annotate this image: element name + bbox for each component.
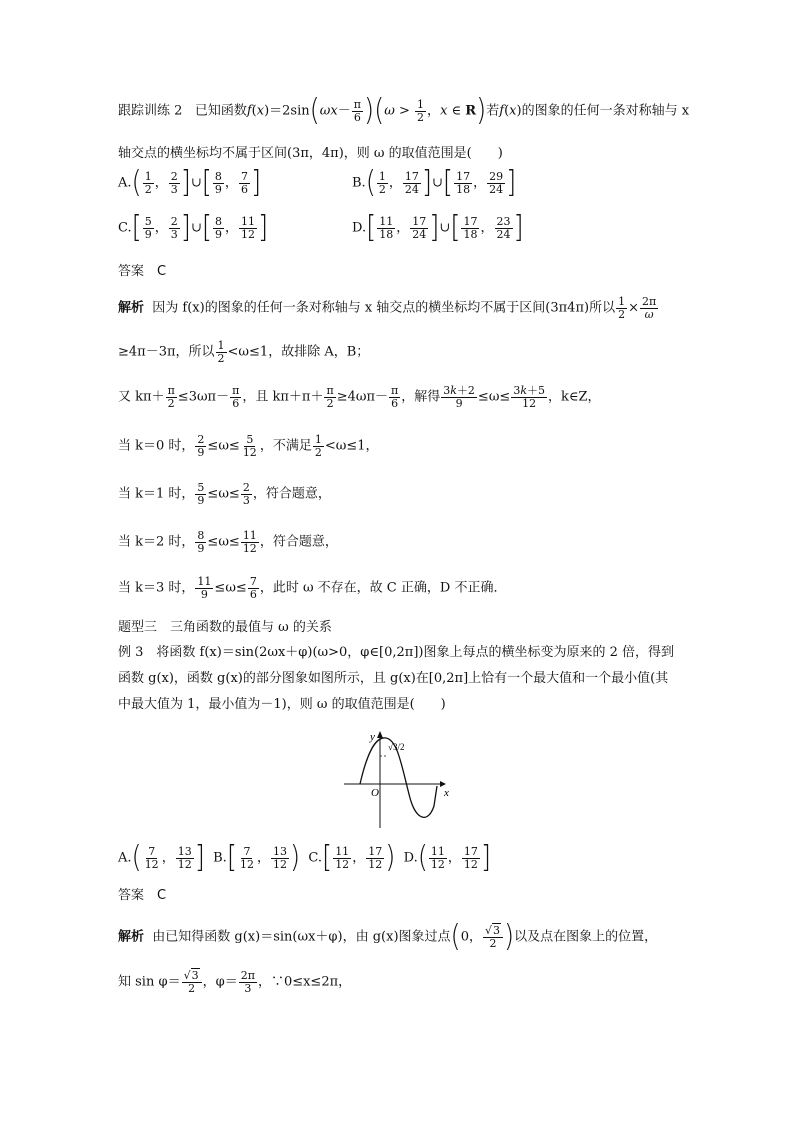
solution-k1: 当 k＝1 时， $\frac{5}{9}$ ≤ω≤ $\frac{2}{3}$ ，符合题意， (118, 481, 331, 507)
x-label: x (444, 787, 449, 799)
answer-1: 答案 C (118, 264, 167, 279)
option-a: A.( $\frac{1}{2}$ ， $\frac{2}{3}$ ]∪[ $\frac{8}{9}$ ， $\frac{7}{6}$ ] (118, 165, 262, 201)
origin-label: O (371, 787, 379, 799)
solution-line-2: ≥4π－3π，所以 $\frac{1}{2}$ <ω≤1，故排除 A，B； (118, 339, 370, 365)
answer-2: 答案 C (118, 888, 167, 903)
option-d: D.[ $\frac{11}{18}$ ， $\frac{17}{24}$ ]∪[ $\frac{17}{18}$ ， $\frac{23}{24}$ ] (352, 210, 524, 246)
solution-k2: 当 k＝2 时， $\frac{8}{9}$ ≤ω≤ $\frac{11}{12}$ ，符合题意， (118, 529, 338, 555)
example3-solution-line-1: 解析 由已知得函数 g(x)＝sin(ωx＋φ)，由 g(x)图象过点(0， $\frac{√3}{2}$ )以及点在图象上的位置， (118, 919, 658, 955)
example3-solution-line-2: 知 sin φ＝ $\frac{√3}{2}$ ，φ＝ $\frac{2\pi}{3}$ ，∵0≤x≤2π， (118, 969, 352, 995)
y-axis-arrow (377, 731, 383, 738)
example3-line-3: 中最大值为 1，最小值为－1)，则 ω 的取值范围是( ) (118, 697, 446, 712)
solution-k0: 当 k＝0 时， $\frac{2}{9}$ ≤ω≤ $\frac{5}{12}$ ，不满足 $\frac{1}{2}$ <ω≤1， (118, 433, 379, 459)
y-label: y (370, 731, 375, 743)
solution-k3: 当 k＝3 时， $\frac{11}{9}$ ≤ω≤ $\frac{7}{6}$ ，此时 ω 不存在，故 C 正确，D 不正确． (118, 575, 507, 601)
solution-line-3: 又 kπ＋ $\frac{\pi}{2}$ ≤3ωπ－ $\frac{\pi}{6}$ ，且 kπ＋π＋ $\frac{\pi}{2}$ ≥4ωπ－ $\frac{\pi}{6}$ ，解得 $\frac{3k+2}{9}$ ≤ω≤ $\frac{3k+5}{12}$ ，k∈Z， (118, 384, 601, 410)
example3-options: A.( $\frac{7}{12}$ ， $\frac{13}{12}$ ] B.[ $\frac{7}{12}$ ， $\frac{13}{12}$ ) C.[ $\frac{11}{12}$ ， $\frac{17}{12}$ ) D.( $\frac{11}{12}$ ， $\frac{17}{12}$ ] (118, 840, 492, 876)
exercise-line-1: 跟踪训练 2 已知函数f(x)＝2sin(ωx－ $\frac{\pi}{6}$ )(ω > $\frac{1}{2}$ ，x ∈ R)若f(x)的图象的任何一条对称轴与 x (118, 93, 690, 129)
sine-graph (340, 728, 450, 830)
exercise-label: 跟踪训练 2 (118, 103, 183, 119)
exercise-line-2: 轴交点的横坐标均不属于区间(3π，4π)，则 ω 的取值范围是( ) (118, 146, 503, 161)
option-b: B.( $\frac{1}{2}$ ， $\frac{17}{24}$ ]∪[ $\frac{17}{18}$ ， $\frac{29}{24}$ ] (352, 165, 517, 201)
section-title: 题型三 三角函数的最值与 ω 的关系 (118, 620, 332, 635)
solution-line-1: 解析 因为 f(x)的图象的任何一条对称轴与 x 轴交点的横坐标均不属于区间(3π4π)所以 $\frac{1}{2}$ × $\frac{2\pi}{\omega}$ (118, 295, 657, 321)
example3-line-2: 函数 g(x)，函数 g(x)的部分图象如图所示，且 g(x)在[0,2π]上恰有一个最大值和一个最小值(其 (118, 671, 669, 686)
y-mark-label: √3/2 (388, 742, 405, 752)
option-c: C.[ $\frac{5}{9}$ ， $\frac{2}{3}$ ]∪[ $\frac{8}{9}$ ， $\frac{11}{12}$ ] (118, 210, 269, 246)
example3-line-1: 例 3 将函数 f(x)＝sin(2ωx＋φ)(ω>0，φ∈[0,2π])图象上每点的横坐标变为原来的 2 倍，得到 (118, 645, 675, 660)
